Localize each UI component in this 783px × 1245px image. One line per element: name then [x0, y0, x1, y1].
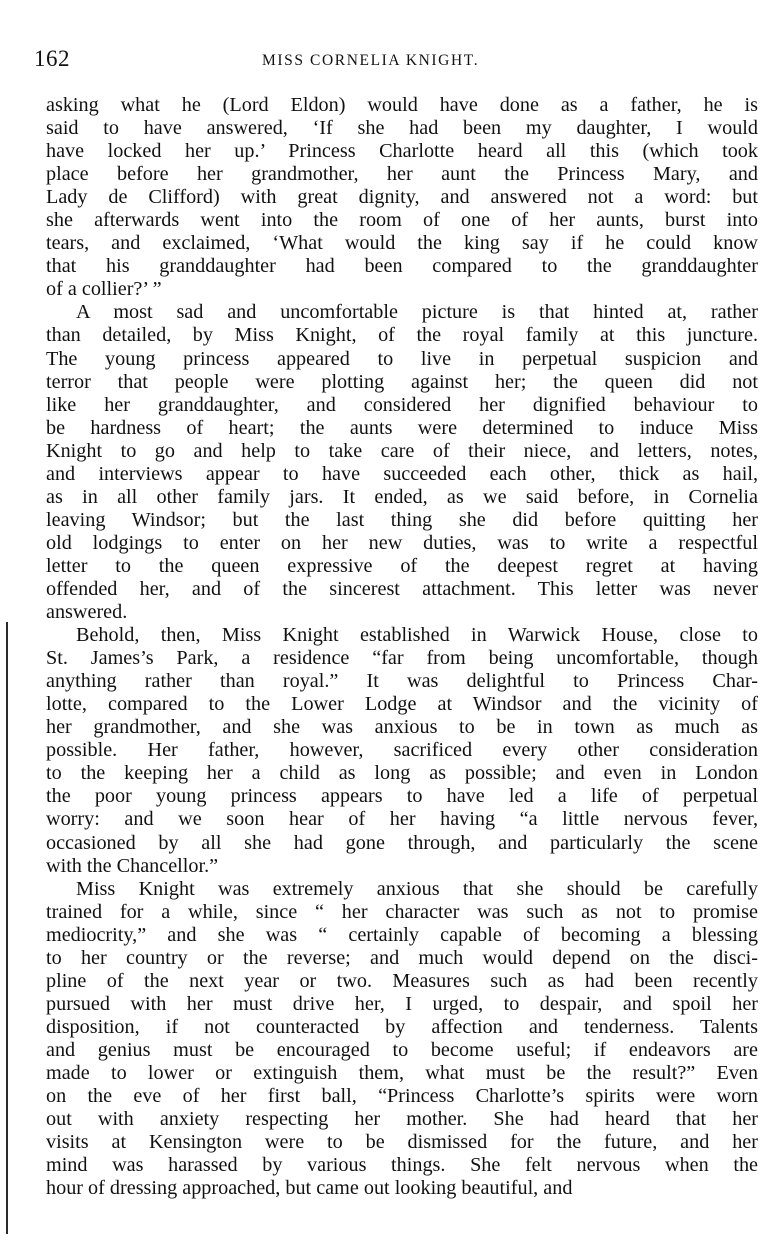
text-line: disposition, if not counteracted by affection and tenderness. Talents	[46, 1015, 758, 1038]
text-line: be hardness of heart; the aunts were determined to induce Miss	[46, 416, 758, 439]
text-line: with the Chancellor.”	[46, 854, 219, 877]
text-line: visits at Kensington were to be dismissed for the future, and her	[46, 1131, 758, 1154]
text-line: Lady de Clifford) with great dignity, and answered not a word: but	[46, 186, 758, 209]
text-line: made to lower or extinguish them, what must be the result?” Even	[46, 1061, 758, 1084]
text-line: have locked her up.’ Princess Charlotte heard all this (which took	[46, 140, 758, 163]
text-line: Miss Knight was extremely anxious that she should be carefully	[76, 877, 758, 900]
text-line: place before her grandmother, her aunt the Princess Mary, and	[46, 163, 758, 186]
text-line: leaving Windsor; but the last thing she did before quitting her	[46, 508, 758, 531]
text-line: said to have answered, ‘If she had been my daughter, I would	[46, 117, 758, 140]
text-line: like her granddaughter, and considered her dignified behaviour to	[46, 393, 758, 416]
margin-rule	[6, 622, 8, 1234]
text-line: offended her, and of the sincerest attachment. This letter was never	[46, 577, 758, 600]
text-line: pline of the next year or two. Measures such as had been recently	[46, 969, 758, 992]
text-line: old lodgings to enter on her new duties, was to write a respectful	[46, 531, 758, 554]
text-line: her grandmother, and she was anxious to be in town as much as	[46, 716, 758, 739]
text-line: answered.	[46, 601, 128, 624]
text-line: that his granddaughter had been compared to the granddaughter	[46, 255, 758, 278]
paragraph	[46, 94, 758, 301]
page-number: 162	[34, 46, 70, 71]
text-line: hour of dressing approached, but came out looking beautiful, and	[46, 1177, 573, 1200]
text-line: and genius must be encouraged to become useful; if endeavors are	[46, 1038, 758, 1061]
text-line: tears, and exclaimed, ‘What would the king say if he could know	[46, 232, 758, 255]
paragraph	[46, 301, 758, 624]
text-line: out with anxiety respecting her mother. She had heard that her	[46, 1108, 758, 1131]
text-line: she afterwards went into the room of one of her aunts, burst into	[46, 209, 758, 232]
paragraph	[46, 878, 758, 1201]
text-line: to the keeping her a child as long as possible; and even in London	[46, 762, 758, 785]
running-head: MISS CORNELIA KNIGHT.	[262, 52, 480, 69]
text-line: to her country or the reverse; and much would depend on the disci-	[46, 946, 758, 969]
text-line: Knight to go and help to take care of their niece, and letters, notes,	[46, 439, 758, 462]
text-line: as in all other family jars. It ended, as we said before, in Cornelia	[46, 485, 758, 508]
body-text	[46, 94, 758, 1200]
text-line: of a collier?’ ”	[46, 278, 162, 301]
text-line: mind was harassed by various things. She felt nervous when the	[46, 1154, 758, 1177]
text-line: possible. Her father, however, sacrificed every other consideration	[46, 739, 758, 762]
text-line: anything rather than royal.” It was delightful to Princess Char-	[46, 670, 758, 693]
text-line: on the eve of her first ball, “Princess Charlotte’s spirits were worn	[46, 1085, 758, 1108]
text-line: and interviews appear to have succeeded each other, thick as hail,	[46, 462, 758, 485]
text-line: St. James’s Park, a residence “far from being uncomfortable, though	[46, 647, 758, 670]
text-line: letter to the queen expressive of the deepest regret at having	[46, 554, 758, 577]
text-line: terror that people were plotting against her; the queen did not	[46, 370, 758, 393]
text-line: Behold, then, Miss Knight established in Warwick House, close to	[76, 624, 758, 647]
text-line: pursued with her must drive her, I urged, to despair, and spoil her	[46, 992, 758, 1015]
page-header	[34, 46, 764, 76]
text-line: The young princess appeared to live in perpetual suspicion and	[46, 347, 758, 370]
text-line: lotte, compared to the Lower Lodge at Windsor and the vicinity of	[46, 693, 758, 716]
text-line: A most sad and uncomfortable picture is that hinted at, rather	[76, 301, 758, 324]
text-line: than detailed, by Miss Knight, of the royal family at this juncture.	[46, 324, 758, 347]
text-line: trained for a while, since “ her character was such as not to promise	[46, 900, 758, 923]
text-line: the poor young princess appears to have led a life of perpetual	[46, 785, 758, 808]
text-line: occasioned by all she had gone through, and particularly the scene	[46, 831, 758, 854]
text-line: worry: and we soon hear of her having “a little nervous fever,	[46, 808, 758, 831]
paragraph	[46, 624, 758, 878]
text-line: asking what he (Lord Eldon) would have done as a father, he is	[46, 94, 758, 116]
text-line: mediocrity,” and she was “ certainly capable of becoming a blessing	[46, 923, 758, 946]
